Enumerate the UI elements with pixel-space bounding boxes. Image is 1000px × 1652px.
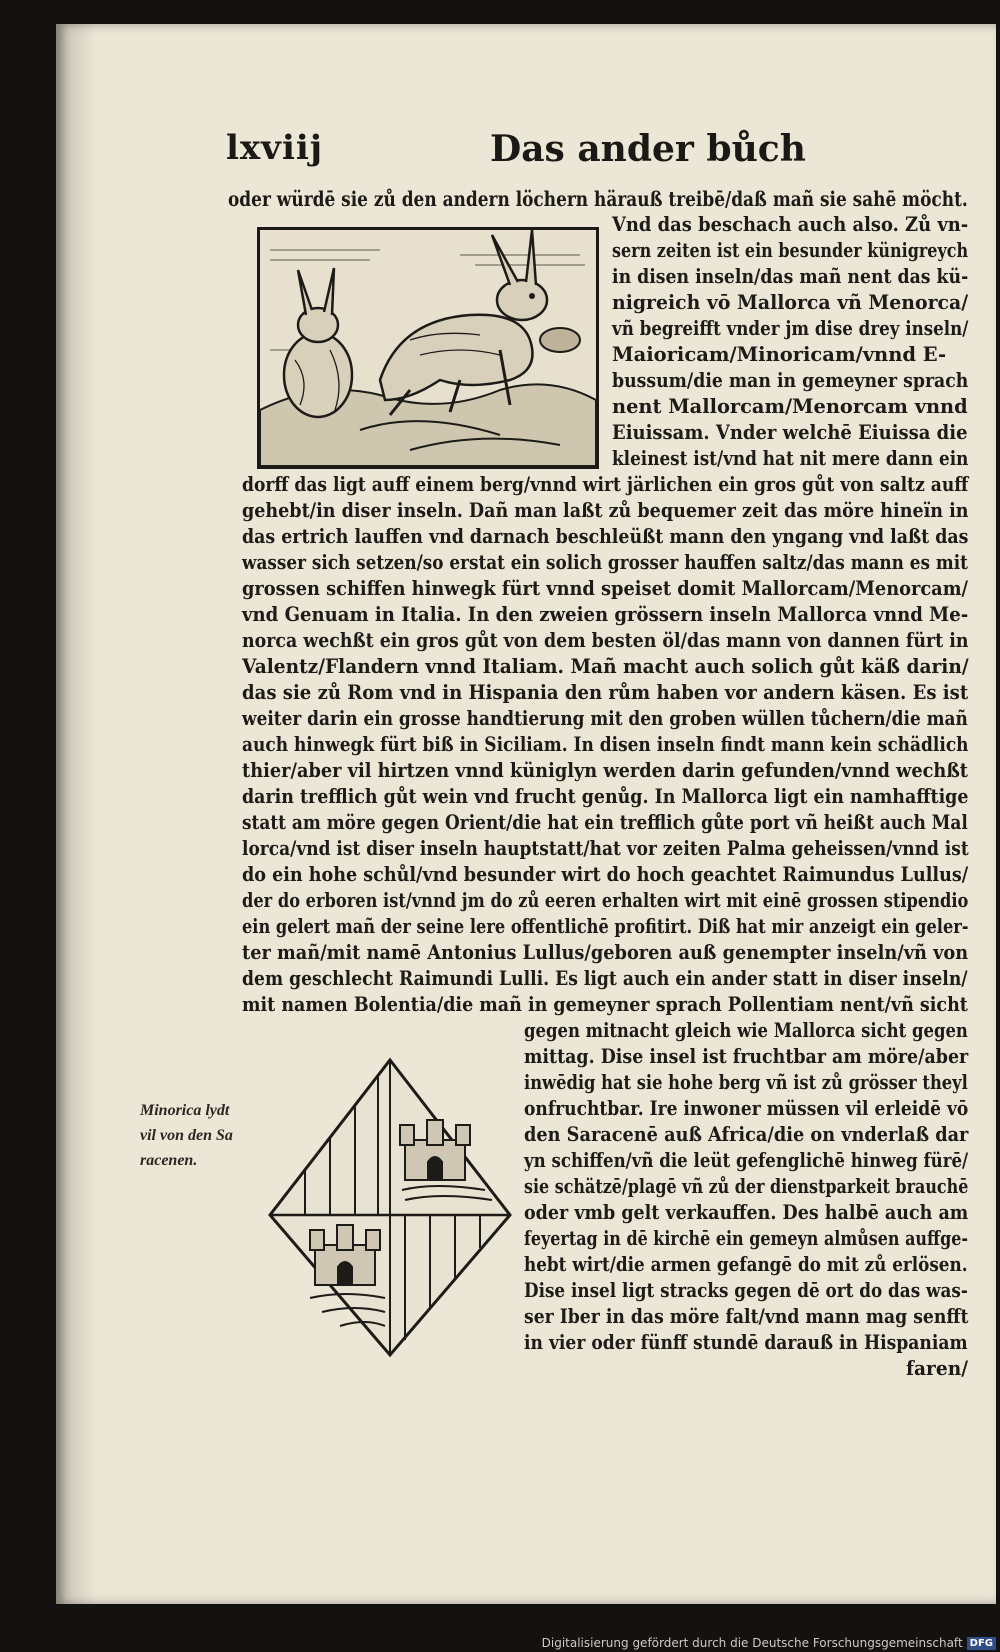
text-line: weiter darin ein grosse handtierung mit den groben wüllen tůchern/die mañ — [242, 707, 968, 730]
text-line: das sie zů Rom vnd in Hispania den rům haben vor andern käsen. Es ist — [242, 681, 969, 704]
text-line: mit namen Bolentia/die mañ in gemeyner sprach Pollentiam nent/vñ sicht — [242, 993, 968, 1016]
text-line: darin trefflich gůt wein vnd frucht genůg. In Mallorca ligt ein namhafftige — [242, 785, 969, 808]
rabbit-woodcut-icon — [260, 230, 596, 466]
text-line: oder vmb gelt verkauffen. Des halbē auch am — [524, 1201, 969, 1224]
coat-of-arms-icon — [260, 1050, 520, 1360]
marginal-note — [140, 1098, 260, 1173]
text-line: vnd Genuam in Italia. In den zweien grössern inseln Mallorca vnnd Me- — [242, 603, 969, 626]
text-line: sie schätzē/plagē vñ zů der dienstparkeit brauchē — [524, 1175, 969, 1198]
text-line: Dise insel ligt stracks gegen dē ort do das was- — [524, 1279, 968, 1302]
text-line: lorca/vnd ist diser inseln hauptstatt/hat vor zeiten Palma geheissen/vnnd ist — [242, 837, 969, 860]
marginal-note-line: racenen. — [140, 1152, 198, 1169]
digitization-credit — [542, 1636, 996, 1650]
dfg-logo-icon: DFG — [967, 1637, 996, 1650]
text-line: nent Mallorcam/Menorcam vnnd — [612, 395, 968, 418]
marginal-note-line: vil von den Sa — [140, 1127, 233, 1144]
running-head: Das ander bůch — [490, 128, 806, 170]
text-line: ein gelert mañ der seine lere offentlichē profitirt. Diß hat mir anzeigt ein geler- — [242, 915, 969, 938]
text-line: gehebt/in diser inseln. Dañ man laßt zů bequemer zeit das möre hineïn in — [242, 499, 969, 522]
text-line: auch hinwegk fürt biß in Siciliam. In disen inseln findt mann kein schädlich — [242, 733, 969, 756]
text-line: faren/ — [906, 1357, 969, 1380]
gutter-shadow — [56, 24, 96, 1604]
text-line: dem geschlecht Raimundi Lulli. Es ligt auch ein ander statt in diser inseln/ — [242, 967, 968, 990]
text-line: wasser sich setzen/so erstat ein solich grosser hauffen saltz/das mann es mit — [242, 551, 968, 574]
text-line: yn schiffen/vñ die leüt gefenglichē hinweg fürē/ — [524, 1149, 969, 1172]
credit-text: Digitalisierung gefördert durch die Deutsche Forschungsgemeinschaft — [541, 1636, 963, 1650]
text-line: ser Iber in das möre falt/vnd mann mag senfft — [524, 1305, 969, 1328]
text-line: Vnd das beschach auch also. Zů vn- — [612, 213, 969, 236]
text-line: den Saracenē auß Africa/die on vnderlaß dar — [524, 1123, 969, 1146]
text-line: dorff das ligt auff einem berg/vnnd wirt järlichen ein gros gůt von saltz auff — [242, 473, 969, 496]
coat-of-arms-mallorca — [260, 1050, 520, 1360]
text-line: ter mañ/mit namē Antonius Lullus/geboren auß genempter inseln/vñ von — [242, 941, 969, 964]
text-line: feyertag in dē kirchē ein gemeyn almůsen auffge- — [524, 1227, 969, 1250]
text-line: in disen inseln/das mañ nent das kü- — [612, 265, 969, 288]
text-line: norca wechßt ein gros gůt von dem besten öl/das mann von dannen fürt in — [242, 629, 969, 652]
text-line: grossen schiffen hinwegk fürt vnnd speiset domit Mallorcam/Menorcam/ — [242, 577, 969, 600]
folio-number: lxviij — [226, 128, 324, 168]
text-line: hebt wirt/die armen gefangē do mit zů erlösen. — [524, 1253, 968, 1276]
marginal-note-line: Minorica lydt — [140, 1102, 230, 1119]
text-line: kleinest ist/vnd hat nit mere dann ein — [612, 447, 969, 470]
text-line: bussum/die man in gemeyner sprach — [612, 369, 969, 392]
rabbit-woodcut-illustration — [257, 227, 599, 469]
text-line: vñ begreifft vnder jm dise drey inseln/ — [612, 317, 969, 340]
text-line: das ertrich lauffen vnd darnach beschleüßt mann den yngang vnd laßt das — [242, 525, 969, 548]
text-line: mittag. Dise insel ist fruchtbar am möre/aber — [524, 1045, 969, 1068]
text-line: Valentz/Flandern vnnd Italiam. Mañ macht auch solich gůt käß darin/ — [242, 655, 969, 678]
text-line: statt am möre gegen Orient/die hat ein trefflich gůte port vñ heißt auch Mal — [242, 811, 968, 834]
text-line: Eiuissam. Vnder welchē Eiuissa die — [612, 421, 968, 444]
text-line: oder würdē sie zů den andern löchern härauß treibē/daß mañ sie sahē möcht. — [228, 187, 968, 211]
text-line: inwēdig hat sie hohe berg vñ ist zů grösser theyl — [524, 1071, 968, 1094]
text-line: in vier oder fünff stundē darauß in Hispaniam — [524, 1331, 968, 1354]
text-line: nigreich vō Mallorca vñ Menorca/ — [612, 291, 969, 314]
text-line: onfruchtbar. Ire inwoner müssen vil erleidē vō — [524, 1097, 969, 1120]
text-line: Maioricam/Minoricam/vnnd E- — [612, 343, 947, 366]
text-line: gegen mitnacht gleich wie Mallorca sicht gegen — [524, 1019, 968, 1042]
text-line: der do erboren ist/vnnd jm do zů eeren erhalten wirt mit einē grossen stipendio — [242, 889, 969, 912]
text-line: do ein hohe schůl/vnd besunder wirt do hoch geachtet Raimundus Lullus/ — [242, 863, 969, 886]
text-line: sern zeiten ist ein besunder künigreych — [612, 239, 969, 262]
text-line: thier/aber vil hirtzen vnnd küniglyn werden darin gefunden/vnnd wechßt — [242, 759, 968, 782]
